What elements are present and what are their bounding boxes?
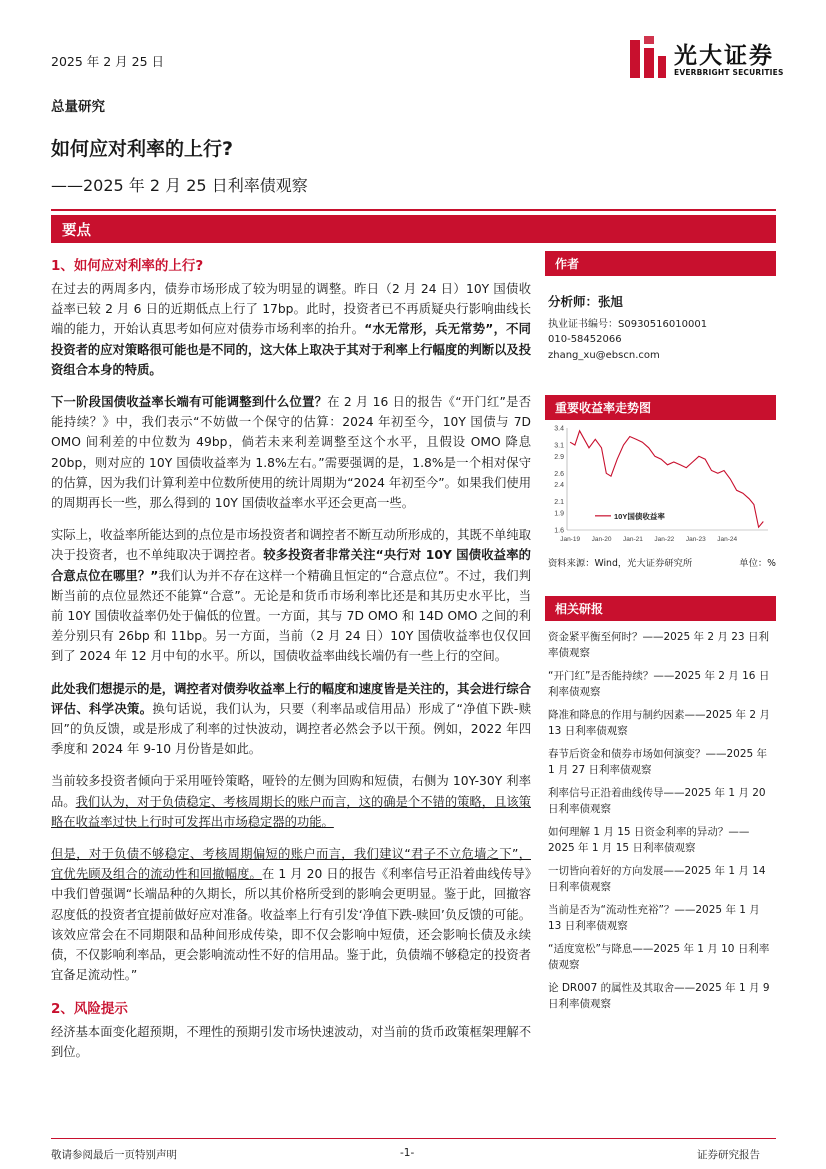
main-content <box>51 255 531 1074</box>
related-label: 相关研报 <box>555 602 604 616</box>
report-date: 2025 年 2 月 25 日 <box>51 54 165 69</box>
section-heading-1: 1、如何应对利率的上行? <box>51 258 204 274</box>
footer-disclaimer[interactable]: 敬请参阅最后一页特别声明 <box>51 1149 177 1161</box>
paragraph-3-text-b: 我们认为并不存在这样一个精确且恒定的“合意点位”。不过，我们判断当前的点位显然还不能算“合意”。无论是和货币市场利率比还是和其历史水平比，当前 10Y 国债收益率仍处于偏低的位置。一方面，其与 7D OMO 和 14D OMO 之间的利差分别只有 26bp 和 11bp。另一方面，当前（2 月 24 日）10Y 国债收益率也仅仅回到了 2024 年 12 月中旬的水平。所以，国债收益率曲线长端仍有一些上行的空间。 <box>51 568 531 664</box>
chart-label: 重要收益率走势图 <box>555 401 652 415</box>
paragraph-5-text: 当前较多投资者倾向于采用哑铃策略，哑铃的左侧为回购和短债，右侧为 10Y-30Y 利率品。 <box>51 774 531 809</box>
y-tick-label: 3.4 <box>554 425 564 433</box>
x-tick-label: Jan-24 <box>717 536 738 543</box>
y-tick-label: 2.1 <box>554 499 564 507</box>
author-label: 作者 <box>555 257 580 271</box>
paragraph-7: 经济基本面变化超预期，不理性的预期引发市场快速波动，对当前的货币政策框架理解不到位。 <box>51 1024 531 1059</box>
chart-banner <box>545 395 776 420</box>
x-tick-label: Jan-20 <box>591 536 612 543</box>
keypoints-label: 要点 <box>62 223 91 239</box>
paragraph-6 <box>51 844 531 985</box>
footer-divider <box>51 1138 776 1139</box>
yield-chart <box>545 420 776 544</box>
related-reports <box>548 630 776 1020</box>
logo <box>628 34 788 84</box>
x-tick-label: Jan-23 <box>685 536 706 543</box>
keypoints-banner <box>51 215 776 243</box>
logo-mark-icon <box>628 36 668 80</box>
paragraph-3 <box>51 525 531 666</box>
paragraph-5-underline: 我们认为，对于负债稳定、考核周期长的账户而言，这的确是个不错的策略，且该策略在收益率过快上行时可发挥出市场稳定器的功能。 <box>51 794 531 829</box>
series-line <box>570 431 763 527</box>
section-heading-2: 2、风险提示 <box>51 1000 128 1017</box>
analyst-cert: 执业证书编号：S0930516010001 <box>548 319 708 330</box>
analyst-email[interactable]: zhang_xu@ebscn.com <box>548 350 660 361</box>
paragraph-3-bold: 较多投资者非常关注“央行对 10Y 国债收益率的合意点位在哪里？” <box>51 548 531 583</box>
page-subtitle: ——2025 年 2 月 25 日利率债观察 <box>51 176 308 195</box>
legend-label: 10Y国债收益率 <box>614 511 665 521</box>
related-report-item[interactable]: 论 DR007 的属性及其取舍——2025 年 1 月 9 日利率债观察 <box>548 982 770 1010</box>
chart-source <box>548 555 776 569</box>
paragraph-2-text: 在 2 月 16 日的报告《“开门红”是否能持续？》中，我们表示“不妨做一个保守的估算：2024 年初至今，10Y 国债与 7D OMO 间利差的中位数为 49bp，倘若未来利差调整至这个水平，且假设 OMO 降息 20bp，则对应的 10Y 国债收益率为 1.8%左右。”需要强调的是，1.8%是一个相对保守的估算，因为我们计算利差中位数所使用的统计周期为“2024 年初至今”。如果我们使用的周期再长一些，那么得到的 10Y 国债收益率水平还会更高一些。 <box>51 395 531 511</box>
paragraph-4-text: 换句话说，我们认为，只要（利率品或信用品）形成了“净值下跌-赎回”的负反馈，或是形成了利率的过快波动，调控者必然会予以干预。例如，2022 年四季度和 2024 年 9-10 月份皆是如此。 <box>51 701 531 757</box>
analyst-name: 分析师：张旭 <box>548 294 624 309</box>
paragraph-3-text-a: 实际上，收益率所能达到的点位是市场投资者和调控者不断互动所形成的，其既不单纯取决于投资者，也不单纯取决于调控者。 <box>51 528 531 563</box>
y-tick-label: 1.6 <box>554 527 564 535</box>
header-divider <box>51 209 776 211</box>
report-category: 总量研究 <box>51 99 105 115</box>
logo-text-cn: 光大证券 <box>674 43 774 69</box>
paragraph-1-bold: “水无常形，兵无常势”，不同投资者的应对策略很可能也是不同的，这大体上取决于其对于利率上行幅度的判断以及投资组合本身的特质。 <box>51 322 531 377</box>
x-tick-label: Jan-22 <box>654 536 675 543</box>
related-banner <box>545 596 776 621</box>
chart-source-text: 资料来源：Wind，光大证券研究所 <box>548 558 693 569</box>
related-report-item[interactable]: 一切皆向着好的方向发展——2025 年 1 月 14 日利率债观察 <box>548 865 766 893</box>
paragraph-6-underline: 但是，对于负债不够稳定、考核周期偏短的账户而言，我们建议“君子不立危墙之下”，宜优先顾及组合的流动性和回撤幅度。 <box>51 847 531 882</box>
y-tick-label: 3.1 <box>554 442 564 450</box>
logo-text-en: EVERBRIGHT SECURITIES <box>674 68 784 77</box>
y-tick-label: 2.6 <box>554 470 564 478</box>
related-report-item[interactable]: 资金紧平衡至何时？——2025 年 2 月 23 日利率债观察 <box>548 631 769 659</box>
related-report-item[interactable]: 春节后资金和债券市场如何演变？——2025 年 1 月 27 日利率债观察 <box>548 748 768 776</box>
author-banner <box>545 251 776 276</box>
paragraph-1-text: 在过去的两周多内，债券市场形成了较为明显的调整。昨日（2 月 24 日）10Y 国债收益率已较 2 月 6 日的近期低点上行了 17bp。此时，投资者已不再质疑央行影响曲线长端的能力，开始认真思考如何应对债券市场利率的抬升。 <box>51 282 531 337</box>
paragraph-5 <box>51 771 531 832</box>
chart-unit: 单位：% <box>739 558 776 569</box>
page-title: 如何应对利率的上行? <box>51 138 234 160</box>
related-report-item[interactable]: “适度宽松”与降息——2025 年 1 月 10 日利率债观察 <box>548 943 770 971</box>
page-number: -1- <box>400 1147 415 1159</box>
paragraph-2-bold: 下一阶段国债收益率长端有可能调整到什么位置？ <box>51 395 328 410</box>
related-report-item[interactable]: 降准和降息的作用与制约因素——2025 年 2 月 13 日利率债观察 <box>548 709 770 737</box>
paragraph-1 <box>51 279 531 380</box>
footer-report-type: 证券研究报告 <box>697 1149 760 1161</box>
related-report-item[interactable]: 如何理解 1 月 15 日资金利率的异动？——2025 年 1 月 15 日利率债观察 <box>548 826 750 854</box>
paragraph-2 <box>51 392 531 513</box>
paragraph-4-bold: 此处我们想提示的是，调控者对债券收益率上行的幅度和速度皆是关注的，其会进行综合评估、科学决策。 <box>51 681 531 716</box>
related-report-item[interactable]: 利率信号正沿着曲线传导——2025 年 1 月 20 日利率债观察 <box>548 787 766 815</box>
paragraph-4 <box>51 679 531 760</box>
related-report-item[interactable]: “开门红”是否能持续？——2025 年 2 月 16 日利率债观察 <box>548 670 770 698</box>
x-tick-label: Jan-21 <box>623 536 643 543</box>
y-tick-label: 1.9 <box>554 510 564 518</box>
yield-chart-svg <box>545 420 776 544</box>
paragraph-6-text: 在 1 月 20 日的报告《利率信号正沿着曲线传导》中我们曾强调“长端品种的久期长，所以其价格所受到的影响会更明显。鉴于此，回撤容忍度低的投资者宜提前做好应对准备。收益率上行有引发‘净值下跌-赎回’负反馈的可能。该效应常会在不同期限和品种间形成传染，即不仅会影响中短债，还会影响长债及永续债，不仅影响利率品，更会影响流动性不好的信用品。鉴于此，负债端不够稳定的投资者宜备足流动性。” <box>51 867 531 983</box>
x-tick-label: Jan-19 <box>560 536 581 543</box>
y-tick-label: 2.4 <box>554 482 564 490</box>
y-tick-label: 2.9 <box>554 453 564 461</box>
related-report-item[interactable]: 当前是否为“流动性充裕”？——2025 年 1 月 13 日利率债观察 <box>548 904 760 932</box>
analyst-phone: 010-58452066 <box>548 334 622 345</box>
